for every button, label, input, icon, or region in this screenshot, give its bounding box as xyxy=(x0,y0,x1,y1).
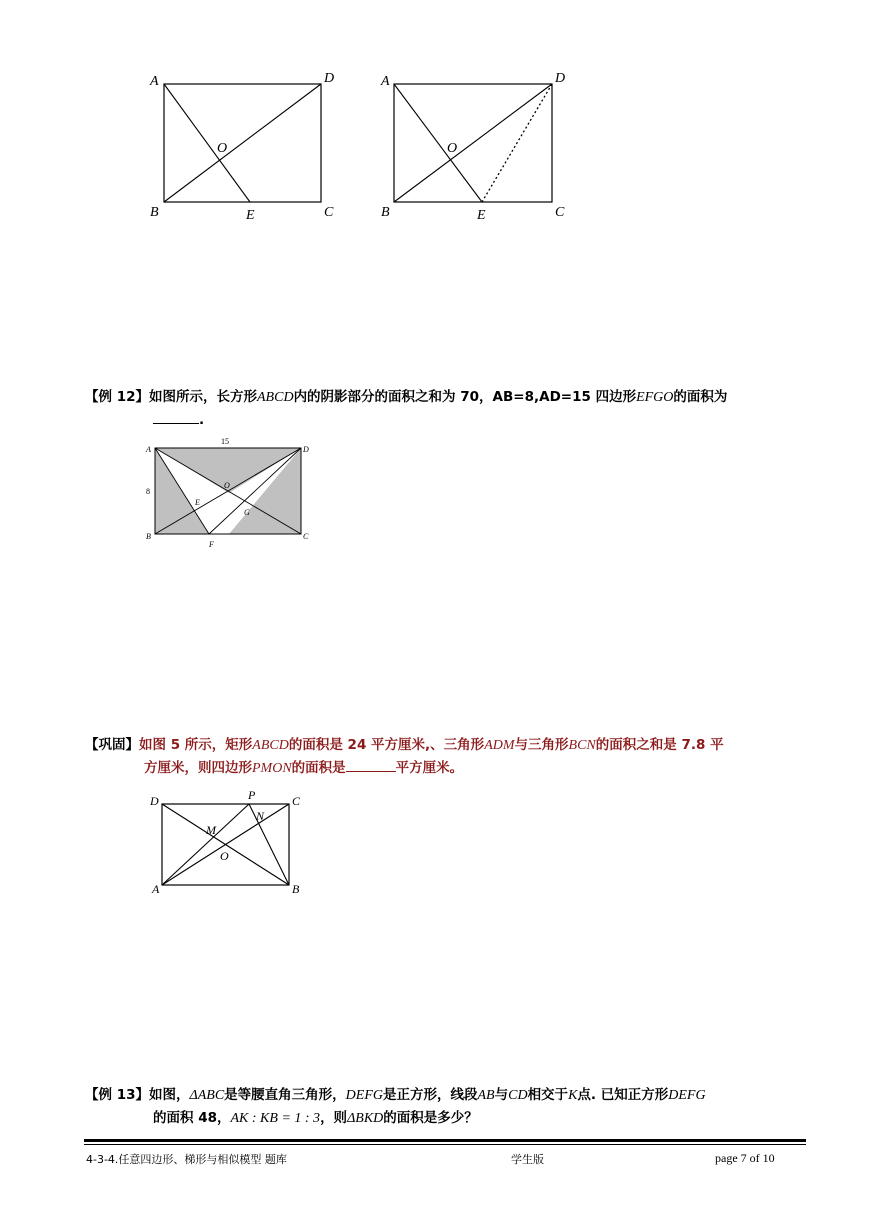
label-C: C xyxy=(303,532,309,541)
consolidation-problem: 【巩固】如图 5 所示，矩形ABCD的面积是 24 平方厘米,、三角形ADM与三角形BCN的面积之和是 7.8 平 方厘米，则四边形PMON的面积是 平方厘米。 xyxy=(85,737,724,776)
label-D: D xyxy=(324,71,335,86)
label-O: O xyxy=(217,141,228,156)
consolidation-tag: 【巩固】 xyxy=(85,737,139,753)
answer-blank xyxy=(346,757,396,772)
label-D: D xyxy=(303,445,309,454)
figure-example-12 xyxy=(140,432,320,552)
label-C: C xyxy=(555,205,565,220)
figure-rectangle-2 xyxy=(375,65,575,230)
label-B: B xyxy=(292,882,300,896)
label-E: E xyxy=(246,208,255,223)
label-D: D xyxy=(555,71,566,86)
label-G: G xyxy=(244,508,250,517)
example-13-problem: 【例 13】如图，ΔABC是等腰直角三角形，DEFG是正方形，线段AB与CD相交于K点. 已知正方形DEFG 的面积 48，AK : KB = 1 : 3，则ΔBKD的面积是多少？ xyxy=(85,1087,706,1126)
example-12-problem: 【例 12】如图所示，长方形ABCD内的阴影部分的面积之和为 70，AB=8,AD=15 四边形EFGO的面积为 . xyxy=(85,389,728,428)
example-13-tag: 【例 13】 xyxy=(85,1087,149,1103)
figure-rectangle-1 xyxy=(140,65,340,230)
footer-page-number: page 7 of 10 xyxy=(715,1151,775,1165)
label-O: O xyxy=(220,849,229,863)
label-E: E xyxy=(477,208,486,223)
label-C: C xyxy=(324,205,334,220)
label-M: M xyxy=(206,823,216,837)
label-N: N xyxy=(256,809,265,823)
label-B: B xyxy=(381,205,390,220)
footer-rule-thin xyxy=(84,1144,806,1145)
example-12-tag: 【例 12】 xyxy=(85,389,149,405)
label-O: O xyxy=(447,141,458,156)
figure-consolidation xyxy=(145,785,315,900)
label-A: A xyxy=(381,74,390,89)
footer-left: 4-3-4.任意四边形、梯形与相似模型 题库 xyxy=(86,1153,287,1166)
label-E: E xyxy=(195,498,200,507)
footer-rule-thick xyxy=(84,1139,806,1142)
label-A: A xyxy=(152,882,160,896)
label-B: B xyxy=(146,532,151,541)
label-C: C xyxy=(292,794,301,808)
label-A: A xyxy=(150,74,159,89)
footer-center: 学生版 xyxy=(511,1153,544,1166)
answer-blank xyxy=(153,409,199,424)
label-length-8: 8 xyxy=(146,487,150,496)
label-length-15: 15 xyxy=(221,437,229,446)
label-A: A xyxy=(146,445,151,454)
label-O: O xyxy=(224,481,230,490)
label-F: F xyxy=(209,540,214,549)
label-P: P xyxy=(248,788,256,802)
label-D: D xyxy=(150,794,159,808)
label-B: B xyxy=(150,205,159,220)
